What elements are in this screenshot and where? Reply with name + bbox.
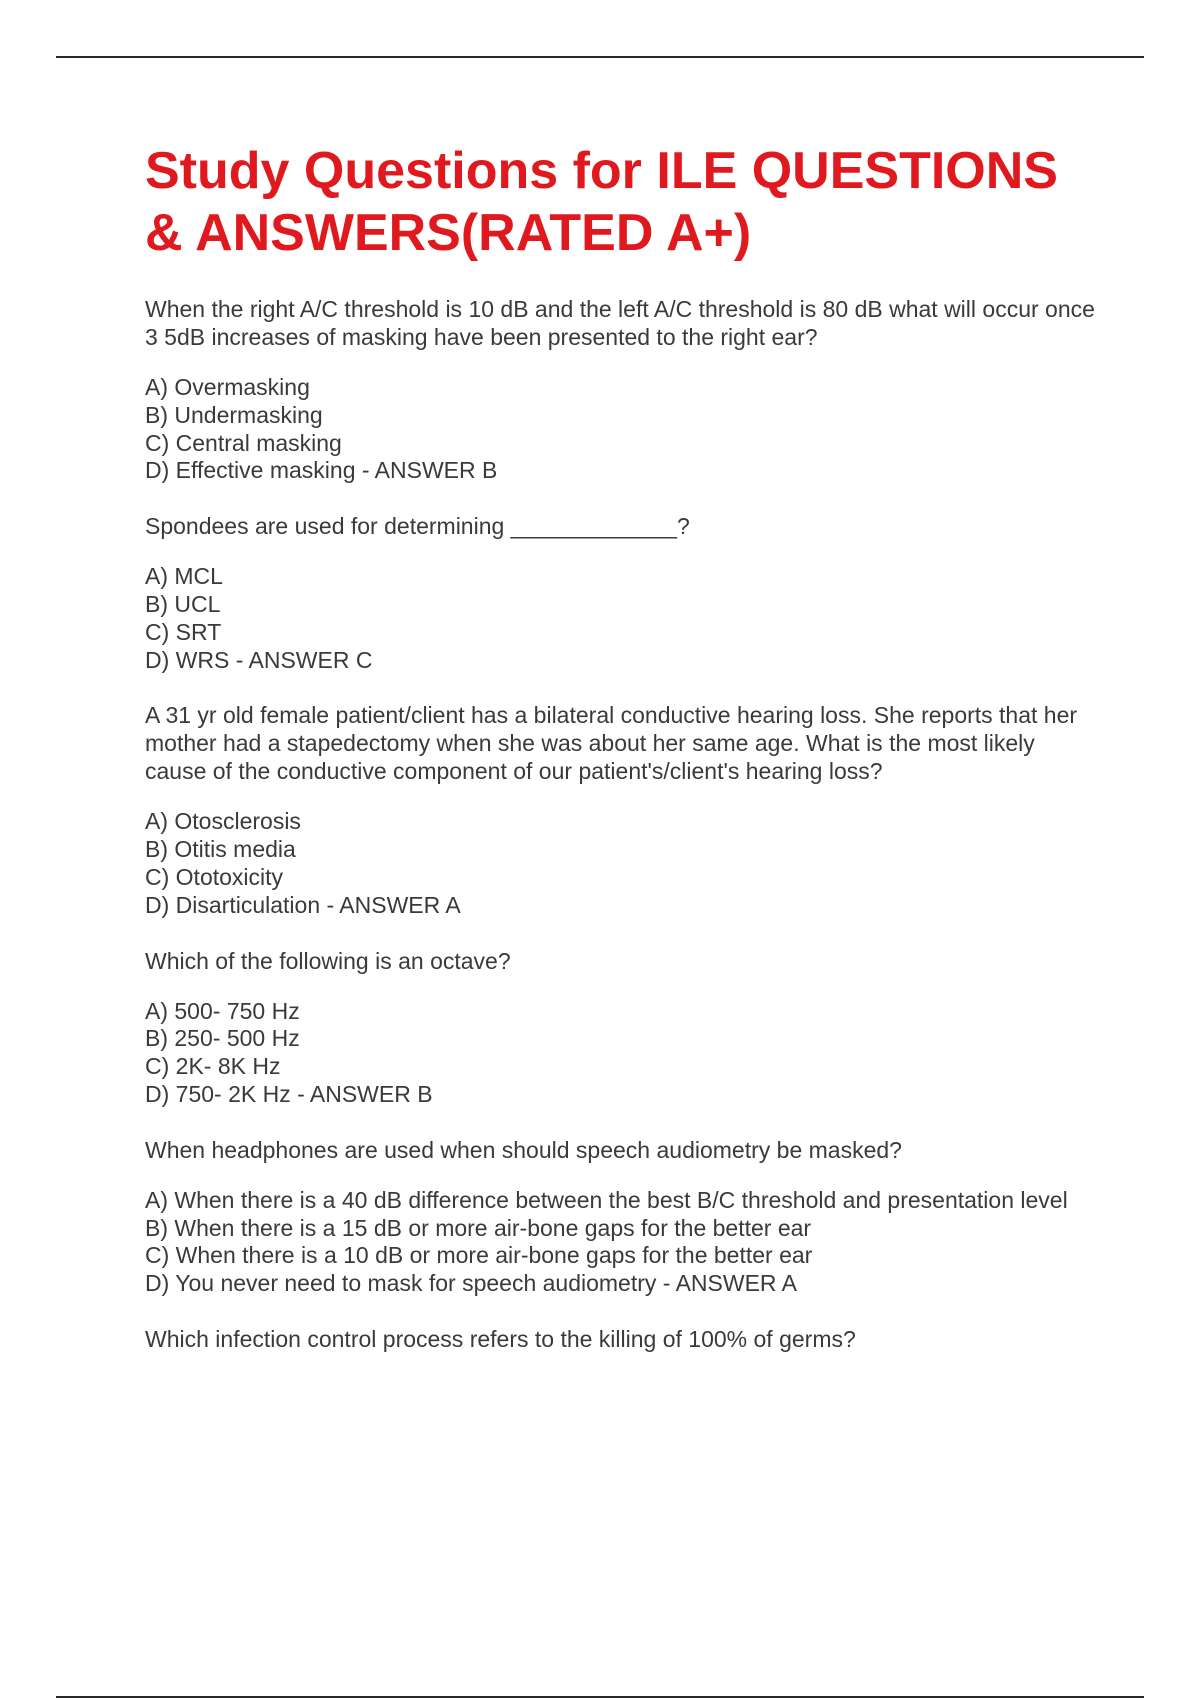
option: B) 250- 500 Hz [145, 1025, 300, 1052]
option: A) Overmasking [145, 374, 310, 400]
option: C) Central masking [145, 429, 342, 456]
question-5-options [145, 1187, 1095, 1298]
document-title: Study Questions for ILE QUESTIONS & ANSWERS(RATED A+) [145, 142, 1058, 262]
question-1: When the right A/C threshold is 10 dB and the left A/C threshold is 80 dB what will occur once 3 5dB increases of masking have been presented to the right ear? [145, 296, 1095, 350]
questions-list [145, 295, 1095, 1353]
option: A) MCL [145, 563, 223, 590]
option: D) You never need to mask for speech audiometry - ANSWER A [145, 1270, 797, 1297]
question-3: A 31 yr old female patient/client has a bilateral conductive hearing loss. She reports that her mother had a stapedectomy when she was about her same age. What is the most likely cause of the conductive component of our patient's/client's hearing loss? [145, 702, 1078, 785]
option: C) SRT [145, 618, 222, 645]
option: D) Disarticulation - ANSWER A [145, 891, 461, 918]
option: B) Undermasking [145, 401, 323, 428]
option: D) Effective masking - ANSWER B [145, 457, 498, 484]
option: A) 500- 750 Hz [145, 997, 300, 1024]
option: B) When there is a 15 dB or more air-bone gaps for the better ear [145, 1214, 812, 1241]
question-2-options [145, 563, 1095, 674]
question-1-options [145, 374, 1095, 485]
option: B) Otitis media [145, 836, 296, 863]
question-6: Which infection control process refers to the killing of 100% of germs? [145, 1325, 856, 1352]
option: A) When there is a 40 dB difference between the best B/C threshold and presentation level [145, 1186, 1068, 1213]
question-2: Spondees are used for determining _____________? [145, 513, 690, 540]
question-5: When headphones are used when should speech audiometry be masked? [145, 1136, 902, 1163]
option: D) WRS - ANSWER C [145, 646, 373, 673]
top-rule [56, 56, 1144, 58]
option: C) Ototoxicity [145, 863, 284, 890]
question-4: Which of the following is an octave? [145, 947, 511, 974]
question-4-options [145, 998, 1095, 1109]
bottom-rule [56, 1696, 1144, 1698]
option: B) UCL [145, 590, 221, 617]
option: C) When there is a 10 dB or more air-bone gaps for the better ear [145, 1242, 813, 1269]
option: A) Otosclerosis [145, 808, 301, 835]
document-content [145, 140, 1095, 1376]
question-3-options [145, 808, 1095, 919]
option: C) 2K- 8K Hz [145, 1053, 281, 1080]
option: D) 750- 2K Hz - ANSWER B [145, 1080, 433, 1107]
